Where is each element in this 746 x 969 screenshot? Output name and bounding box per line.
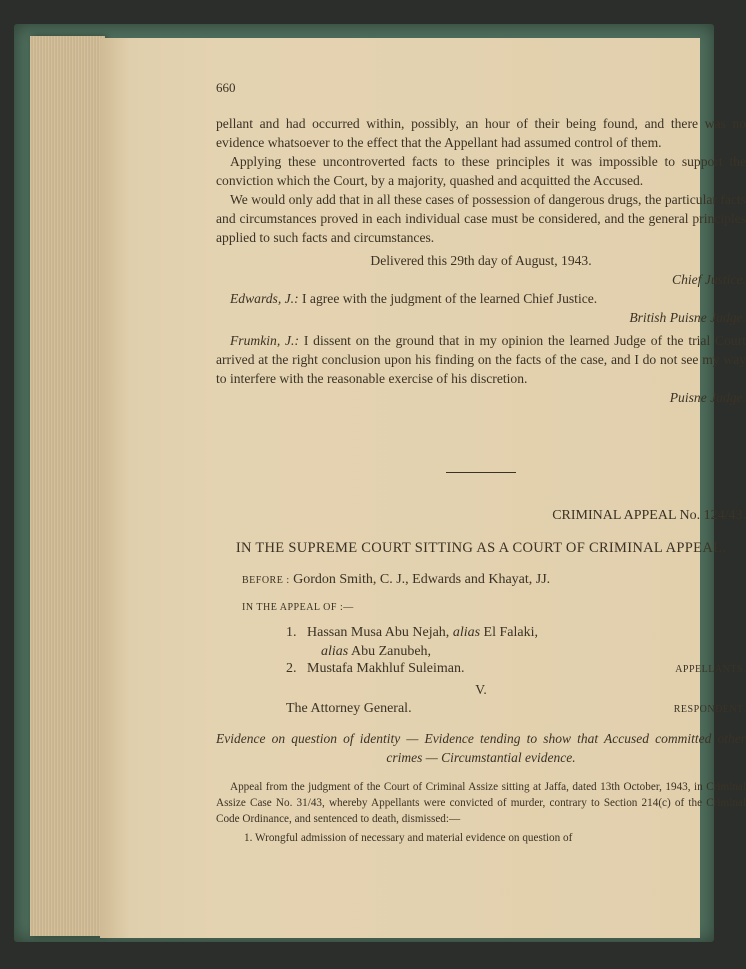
appeal-summary: Appeal from the judgment of the Court of Criminal Assize sitting at Jaffa, dated 13th October, 1943, in Criminal Assize Case No. 31/43, whereby Appellants were convicted of murder, contrary to Section 214(c) of the Criminal Code Ordinance, and sentenced to death, dismissed:— [216, 781, 746, 825]
appellant-1 [216, 623, 746, 642]
alias-word: alias [321, 644, 349, 659]
divider-wrap [216, 472, 746, 473]
opinion-text: I agree with the judgment of the learned Chief Justice. [302, 291, 598, 306]
paragraph: Applying these uncontroverted facts to these principles it was impossible to support the conviction which the Court, by a majority, quashed and acquitted the Accused. [216, 154, 746, 188]
delivered-line: Delivered this 29th day of August, 1943. [370, 253, 592, 268]
book-page [100, 38, 746, 938]
signature-chief-justice: Chief Justice. [672, 272, 746, 287]
list-number: 1. [286, 625, 297, 640]
opinion-text: I dissent on the ground that in my opinion the learned Judge of the trial Court arrived at the right conclusion upon his finding on the facts of the case, and I do not see my way to interfere with the reasonable exercise of his discretion. [216, 333, 746, 386]
respondent-label: RESPONDENT. [673, 704, 746, 715]
judge-name: Frumkin, J.: [230, 333, 299, 348]
bench: Gordon Smith, C. J., Edwards and Khayat, JJ. [293, 572, 551, 587]
before-label: BEFORE : [242, 575, 290, 586]
case-title: CRIMINAL APPEAL No. 124/43. [552, 508, 746, 523]
appeal-of-label: IN THE APPEAL OF :— [242, 602, 354, 613]
alias-word: alias [452, 625, 481, 640]
appellant-name: Mustafa Makhluf Suleiman. [307, 661, 465, 676]
appellant-2 [286, 661, 464, 677]
signature-puisne-judge: Puisne Judge. [669, 390, 746, 405]
appellant-1-alias [216, 642, 746, 661]
court-heading: IN THE SUPREME COURT SITTING AS A COURT OF CRIMINAL APPEAL. [235, 540, 727, 556]
page-number: 660 [216, 80, 236, 95]
ground-1: 1. Wrongful admission of necessary and material evidence on question of [244, 832, 573, 844]
respondent-row [216, 701, 746, 717]
frumkin-opinion [216, 331, 746, 388]
new-case-section [216, 506, 746, 846]
alias-name: Abu Zanubeh, [350, 644, 432, 659]
appellant-name: Hassan Musa Abu Nejah, [307, 625, 450, 640]
edwards-opinion [216, 289, 746, 308]
versus: V. [475, 682, 487, 697]
headnote: Evidence on question of identity — Evidence tending to show that Accused committed other crimes — Circumstantial evidence. [216, 731, 746, 765]
list-number: 2. [286, 661, 297, 676]
appellant-2-row [216, 661, 746, 677]
section-divider [446, 472, 516, 473]
page-edges [30, 36, 105, 936]
alias-name: El Falaki, [483, 625, 538, 640]
judge-name: Edwards, J.: [230, 291, 299, 306]
paragraph: We would only add that in all these cases of possession of dangerous drugs, the particular facts and circumstances proved in each individual case must be considered, and the general principles applied to such facts and circumstances. [216, 192, 746, 245]
before-line [216, 570, 746, 590]
signature-british-puisne-judge: British Puisne Judge. [629, 310, 746, 325]
paragraph: pellant and had occurred within, possibly, an hour of their being found, and there was no evidence whatsoever to the effect that the Appellant had assumed control of them. [216, 116, 746, 150]
previous-judgment-text [216, 114, 746, 407]
respondent-name: The Attorney General. [286, 701, 412, 716]
appellants-label: APPELLANTS. [675, 664, 746, 675]
